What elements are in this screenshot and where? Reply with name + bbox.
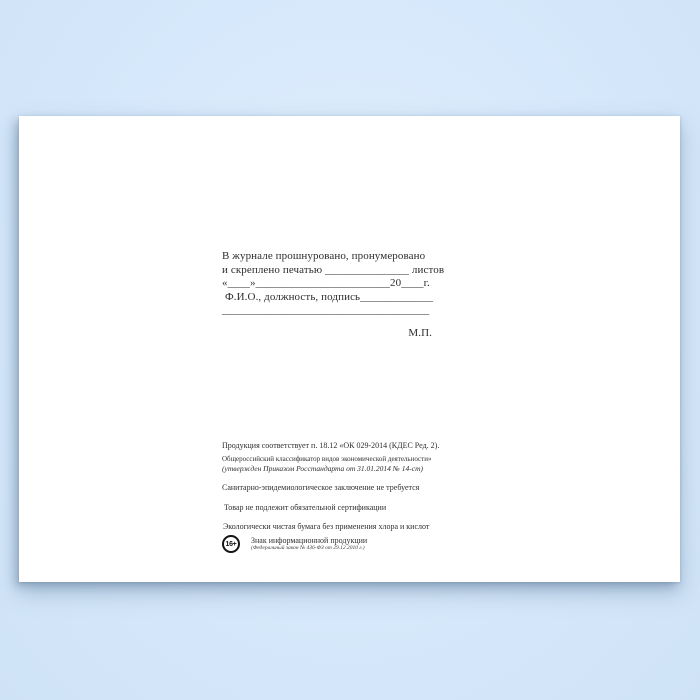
journal-back-page <box>19 116 680 582</box>
compliance-standard-line-3: (утвержден Приказом Росстандарта от 31.01.2014 № 14-ст) <box>222 464 423 473</box>
stamp-placeholder: М.П. <box>408 326 432 339</box>
cert-line-1: В журнале прошнуровано, пронумеровано <box>222 250 426 262</box>
cert-line-4-name-position-signature: Ф.И.О., должность, подпись_____________ <box>225 290 433 303</box>
compliance-standard-line-1: Продукция соответствует п. 18.12 «ОК 029-2014 (КДЕС Ред. 2). <box>222 441 440 450</box>
product-info-block <box>222 441 502 553</box>
compliance-standard-line-2: Общероссийский классификатор видов экономической деятельности» <box>222 455 432 463</box>
age-rating-row <box>222 535 502 553</box>
certification-statement: Товар не подлежит обязательной сертификации <box>224 503 387 512</box>
age-rating-text <box>251 536 367 552</box>
age-rating-label: Знак информационной продукции <box>251 536 368 545</box>
eco-paper-statement: Экологически чистая бумага без применения хлора и кислот <box>223 522 430 531</box>
sanitary-statement: Санитарно-эпидемиологическое заключение не требуется <box>222 483 420 492</box>
binding-certification-block <box>222 250 444 340</box>
cert-line-3-date: «____»________________________20____г. <box>222 277 430 289</box>
cert-line-2-sheets-count: и скреплено печатью _______________ листов <box>222 263 445 276</box>
cert-line-5-blank: _____________________________________ <box>222 304 430 316</box>
age-rating-16plus-icon: 16+ <box>222 535 240 553</box>
age-rating-law-reference: (Федеральный закон № 436-ФЗ от 29.12.2010 г.) <box>251 545 365 551</box>
